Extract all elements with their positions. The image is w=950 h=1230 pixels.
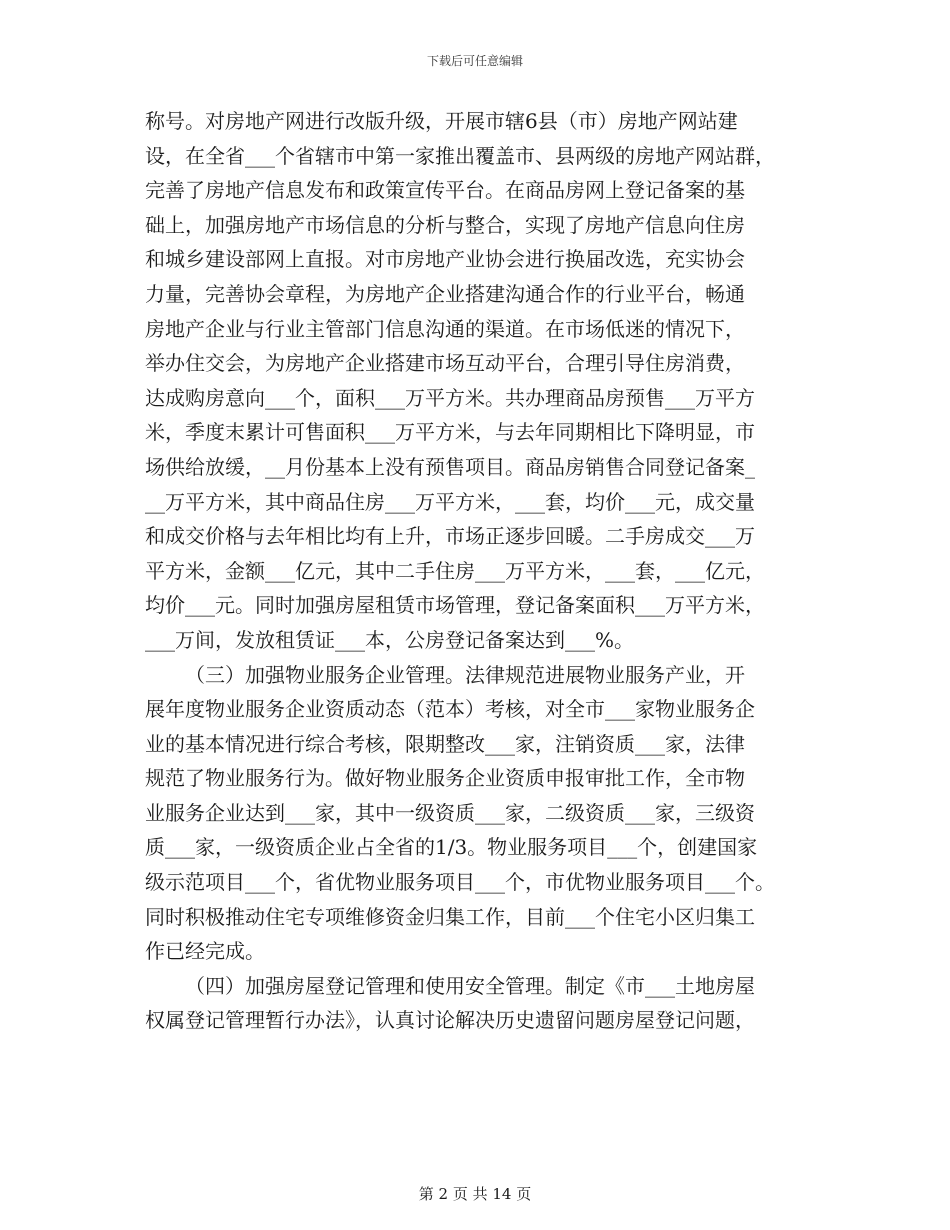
text-line: （四）加强房屋登记管理和使用安全管理。制定《市___土地房屋	[185, 973, 755, 998]
text-line: 称号。对房地产网进行改版升级，开展市辖6县（市）房地产网站建	[145, 109, 738, 133]
text-line: 础上，加强房地产市场信息的分析与整合，实现了房地产信息向住房	[145, 212, 745, 237]
paragraph	[145, 104, 825, 658]
text-line: 同时积极推动住宅专项维修资金归集工作，目前___个住宅小区归集工	[145, 904, 755, 929]
text-line: 场供给放缓，__月份基本上没有预售项目。商品房销售合同登记备案_	[145, 454, 755, 479]
document-body	[145, 104, 825, 1038]
text-line: 完善了房地产信息发布和政策宣传平台。在商品房网上登记备案的基	[145, 178, 745, 203]
text-line: 设，在全省___个省辖市中第一家推出覆盖市、县两级的房地产网站群，	[145, 143, 775, 168]
text-line: 米，季度末累计可售面积___万平方米，与去年同期相比下降明显，市	[145, 420, 755, 445]
paragraph	[145, 969, 825, 1038]
text-line: 举办住交会，为房地产企业搭建市场互动平台，合理引导住房消费，	[145, 351, 745, 376]
text-line: ___万间，发放租赁证___本，公房登记备案达到___%。	[145, 627, 635, 652]
page-header: 下载后可任意编辑	[426, 54, 523, 68]
paragraph	[145, 658, 825, 969]
text-line: 和成交价格与去年相比均有上升，市场正逐步回暖。二手房成交___万	[145, 524, 755, 549]
text-line: 作已经完成。	[145, 939, 265, 964]
text-line: __万平方米，其中商品住房___万平方米，___套，均价___元，成交量	[145, 489, 755, 514]
text-line: 展年度物业服务企业资质动态（范本）考核，对全市___家物业服务企	[145, 697, 755, 722]
text-line: 达成购房意向___个，面积___万平方米。共办理商品房预售___万平方	[145, 385, 755, 410]
text-line: 权属登记管理暂行办法》，认真讨论解决历史遗留问题房屋登记问题，	[145, 1008, 755, 1033]
text-line: 级示范项目___个，省优物业服务项目___个，市优物业服务项目___个。	[145, 870, 775, 895]
text-line: 平方米，金额___亿元，其中二手住房___万平方米，___套，___亿元，	[145, 558, 765, 583]
text-line: 规范了物业服务行为。做好物业服务企业资质申报审批工作，全市物	[145, 766, 745, 791]
text-line: 业的基本情况进行综合考核，限期整改___家，注销资质___家，法律	[145, 731, 745, 756]
text-line: 力量，完善协会章程，为房地产企业搭建沟通合作的行业平台，畅通	[145, 281, 745, 306]
text-line: 质___家，一级资质企业占全省的1/3。物业服务项目___个，创建国家	[145, 835, 758, 860]
text-line: （三）加强物业服务企业管理。法律规范进展物业服务产业，开	[185, 662, 745, 687]
text-line: 和城乡建设部网上直报。对市房地产业协会进行换届改选，充实协会	[145, 247, 745, 272]
page-number-footer: 第 2 页 共 14 页	[418, 1185, 532, 1203]
text-line: 业服务企业达到___家，其中一级资质___家，二级资质___家，三级资	[145, 800, 755, 825]
text-line: 均价___元。同时加强房屋租赁市场管理，登记备案面积___万平方米，	[145, 593, 765, 618]
text-line: 房地产企业与行业主管部门信息沟通的渠道。在市场低迷的情况下，	[145, 316, 745, 341]
